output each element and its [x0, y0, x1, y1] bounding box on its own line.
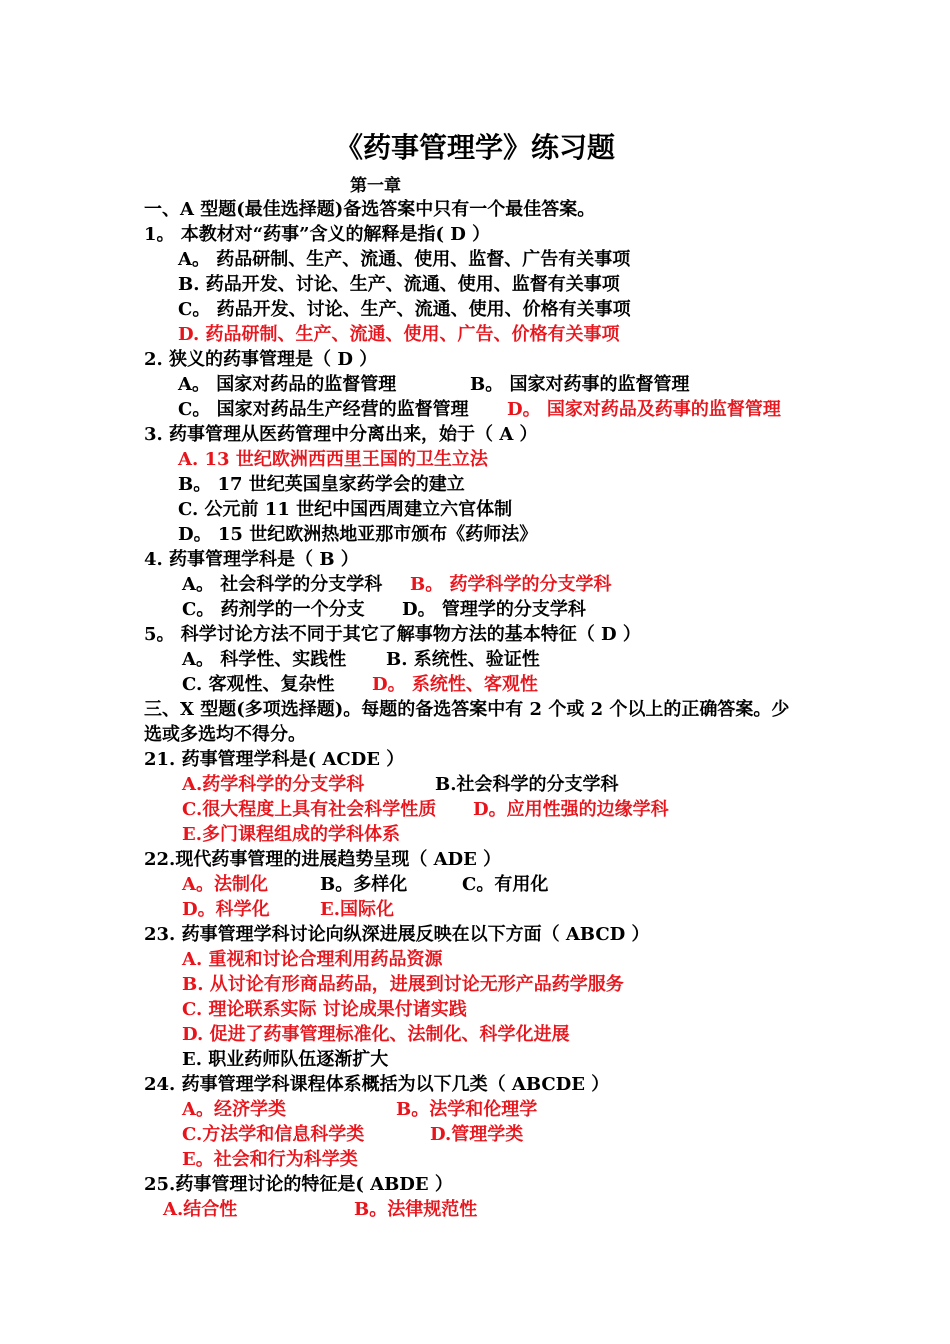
- answer-option-highlighted: A。法制化: [182, 874, 268, 895]
- answer-option-highlighted: D。科学化: [182, 899, 270, 920]
- text-line: C。有用化: [462, 874, 549, 895]
- text-line: 22.现代药事管理的进展趋势呈现（ ADE ）: [144, 849, 502, 870]
- answer-option-highlighted: A. 重视和讨论合理利用药品资源: [182, 949, 443, 970]
- answer-option-highlighted: A.药学科学的分支学科: [182, 774, 365, 795]
- answer-option-highlighted: B. 从讨论有形商品药品，进展到讨论无形产品药学服务: [182, 974, 624, 995]
- answer-option-highlighted: C.很大程度上具有社会科学性质: [182, 799, 437, 820]
- answer-option-highlighted: B。 药学科学的分支学科: [410, 574, 612, 595]
- text-line: C。 药品开发、讨论、生产、流通、使用、价格有关事项: [178, 299, 631, 320]
- text-line: C。 国家对药品生产经营的监督管理: [178, 399, 469, 420]
- text-line: C。 药剂学的一个分支: [182, 599, 365, 620]
- text-line: 23. 药事管理学科讨论向纵深进展反映在以下方面（ ABCD ）: [144, 924, 650, 945]
- answer-option-highlighted: E.国际化: [320, 899, 394, 920]
- text-line: E. 职业药师队伍逐渐扩大: [182, 1049, 389, 1070]
- answer-option-highlighted: D.管理学类: [430, 1124, 524, 1145]
- answer-option-highlighted: D. 药品研制、生产、流通、使用、广告、价格有关事项: [178, 324, 620, 345]
- text-line: C. 公元前 11 世纪中国西周建立六官体制: [178, 499, 513, 520]
- text-line: 选或多选均不得分。: [144, 724, 306, 745]
- answer-option-highlighted: D. 促进了药事管理标准化、法制化、科学化进展: [182, 1024, 570, 1045]
- answer-option-highlighted: D。 国家对药品及药事的监督管理: [507, 399, 781, 420]
- answer-option-highlighted: E。社会和行为科学类: [182, 1149, 358, 1170]
- text-line: D。 15 世纪欧洲热地亚那市颁布《药师法》: [178, 524, 538, 545]
- text-line: 4. 药事管理学科是（ B ）: [144, 549, 359, 570]
- document-title: 《药事管理学》练习题: [334, 131, 615, 164]
- answer-option-highlighted: A。经济学类: [182, 1099, 286, 1120]
- text-line: 一、A 型题(最佳选择题)备选答案中只有一个最佳答案。: [144, 199, 596, 220]
- answer-option-highlighted: C. 理论联系实际 讨论成果付诸实践: [182, 999, 467, 1020]
- text-line: 24. 药事管理学科课程体系概括为以下几类（ ABCDE ）: [144, 1074, 610, 1095]
- text-line: 3. 药事管理从医药管理中分离出来，始于（ A ）: [144, 424, 538, 445]
- answer-option-highlighted: D。应用性强的边缘学科: [473, 799, 669, 820]
- text-line: A。 药品研制、生产、流通、使用、监督、广告有关事项: [178, 249, 631, 270]
- text-line: B. 系统性、验证性: [386, 649, 540, 670]
- answer-option-highlighted: A.结合性: [163, 1199, 238, 1220]
- text-line: B. 药品开发、讨论、生产、流通、使用、监督有关事项: [178, 274, 620, 295]
- text-line: D。 管理学的分支学科: [402, 599, 586, 620]
- text-line: B。多样化: [320, 874, 408, 895]
- text-line: 1。 本教材对“药事”含义的解释是指( D ）: [144, 224, 491, 245]
- text-line: 5。 科学讨论方法不同于其它了解事物方法的基本特征（ D ）: [144, 624, 641, 645]
- text-line: A。 科学性、实践性: [182, 649, 347, 670]
- text-line: 三、X 型题(多项选择题)。每题的备选答案中有 2 个或 2 个以上的正确答案。少: [144, 699, 790, 720]
- text-line: B。 国家对药事的监督管理: [470, 374, 690, 395]
- answer-option-highlighted: C.方法学和信息科学类: [182, 1124, 365, 1145]
- answer-option-highlighted: D。 系统性、客观性: [372, 674, 538, 695]
- text-line: A。 社会科学的分支学科: [182, 574, 383, 595]
- text-line: C. 客观性、复杂性: [182, 674, 335, 695]
- text-line: 25.药事管理讨论的特征是( ABDE ）: [144, 1174, 453, 1195]
- answer-option-highlighted: A. 13 世纪欧洲西西里王国的卫生立法: [178, 449, 488, 470]
- text-line: B。 17 世纪英国皇家药学会的建立: [178, 474, 465, 495]
- answer-option-highlighted: B。法律规范性: [354, 1199, 478, 1220]
- answer-option-highlighted: B。法学和伦理学: [396, 1099, 538, 1120]
- answer-option-highlighted: E.多门课程组成的学科体系: [182, 824, 400, 845]
- text-line: A。 国家对药品的监督管理: [178, 374, 397, 395]
- text-line: 21. 药事管理学科是( ACDE ）: [144, 749, 405, 770]
- text-line: 2. 狭义的药事管理是（ D ）: [144, 349, 378, 370]
- chapter-heading: 第一章: [350, 176, 401, 196]
- text-line: B.社会科学的分支学科: [435, 774, 619, 795]
